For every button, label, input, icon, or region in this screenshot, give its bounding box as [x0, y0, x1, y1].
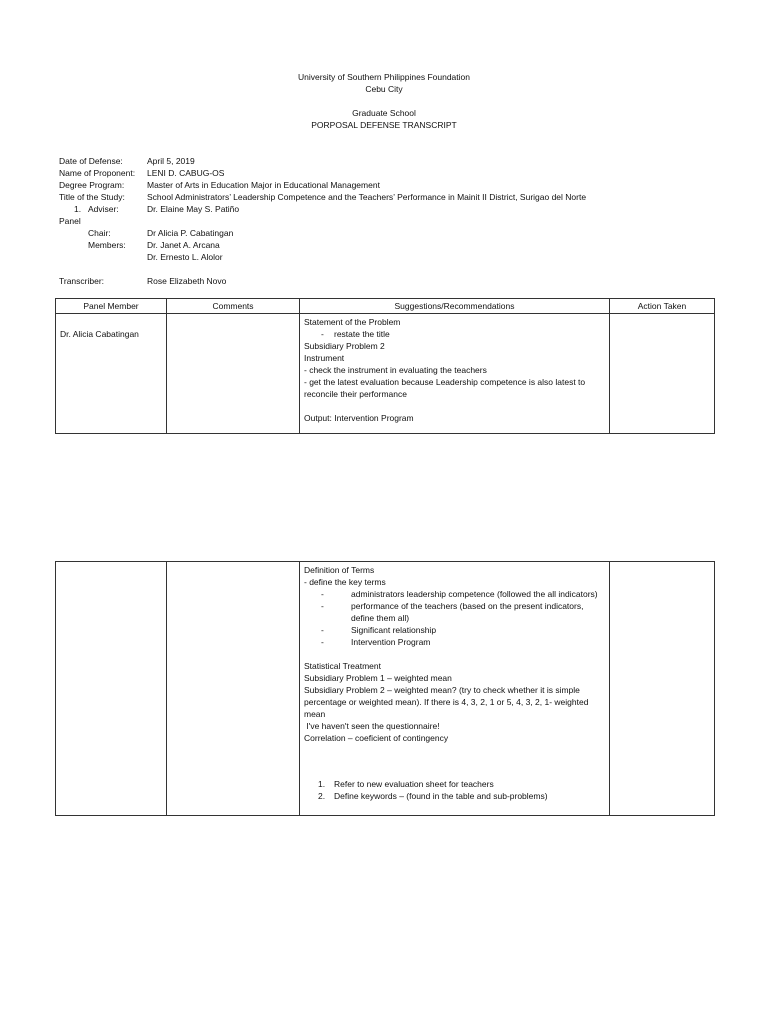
- transcript-table-continued: [55, 561, 715, 816]
- proponent-label: Name of Proponent:: [59, 168, 136, 178]
- suggestion-text: - administrators leadership competence (followed the all indicators): [321, 588, 605, 600]
- program-value: Master of Arts in Education Major in Educational Management: [147, 180, 380, 190]
- table-header-row: [56, 299, 715, 314]
- member-1: Dr. Janet A. Arcana: [147, 240, 220, 250]
- proponent-value: LENI D. CABUG-OS: [147, 168, 225, 178]
- header-panel-member: Panel Member: [56, 299, 167, 314]
- header-suggestions: Suggestions/Recommendations: [300, 299, 610, 314]
- document-title: PORPOSAL DEFENSE TRANSCRIPT: [311, 120, 457, 130]
- suggestion-line: Subsidiary Problem 2 – weighted mean? (try to check whether it is simple: [304, 685, 580, 695]
- action-taken-cell: [610, 562, 715, 816]
- adviser-label: Adviser:: [88, 204, 119, 214]
- suggestion-text: - Significant relationship: [321, 624, 605, 636]
- school-name: Graduate School: [352, 108, 416, 118]
- transcriber-value: Rose Elizabeth Novo: [147, 276, 227, 286]
- numbered-item: [304, 778, 605, 790]
- adviser-value: Dr. Elaine May S. Patiño: [147, 204, 240, 214]
- university-name: University of Southern Philippines Foundation: [298, 72, 470, 82]
- item-text: Define keywords – (found in the table and sub-problems): [334, 791, 548, 801]
- suggestion-line: I've haven't seen the questionnaire!: [304, 721, 440, 731]
- suggestions-cell: [300, 314, 610, 434]
- suggestion-line: Subsidiary Problem 1 – weighted mean: [304, 673, 452, 683]
- study-label: Title of the Study:: [59, 192, 125, 202]
- suggestion-line: mean: [304, 709, 326, 719]
- suggestion-text: - restate the title: [334, 329, 390, 339]
- comments-cell: [167, 562, 300, 816]
- item-text: Refer to new evaluation sheet for teachers: [334, 779, 494, 789]
- suggestion-bullet: [304, 600, 605, 624]
- suggestion-line: Instrument: [304, 353, 345, 363]
- chair-value: Dr Alicia P. Cabatingan: [147, 228, 234, 238]
- suggestion-line: Definition of Terms: [304, 565, 375, 575]
- program-label: Degree Program:: [59, 180, 125, 190]
- adviser-number: 1.: [74, 204, 82, 214]
- table-row: [56, 314, 715, 434]
- suggestion-line: - get the latest evaluation because Leadership competence is also latest to: [304, 377, 586, 387]
- members-label: Members:: [88, 240, 126, 250]
- comments-cell: [167, 314, 300, 434]
- panel-member-cell: [56, 562, 167, 816]
- suggestion-bullet: [304, 588, 605, 600]
- item-number: 2.: [318, 791, 326, 801]
- action-taken-cell: [610, 314, 715, 434]
- study-value: School Administrators’ Leadership Competence and the Teachers’ Performance in Mainit II District, Surigao del Norte: [147, 192, 587, 202]
- header-comments: Comments: [167, 299, 300, 314]
- date-label: Date of Defense:: [59, 156, 123, 166]
- suggestion-line: reconcile their performance: [304, 389, 407, 399]
- suggestion-line: percentage or weighted mean). If there is 4, 3, 2, 1 or 5, 4, 3, 2, 1- weighted: [304, 697, 589, 707]
- suggestion-text: - performance of the teachers (based on the present indicators,: [321, 600, 605, 612]
- numbered-item: [304, 790, 605, 802]
- city-name: Cebu City: [365, 84, 403, 94]
- suggestion-line: Statement of the Problem: [304, 317, 401, 327]
- member-2: Dr. Ernesto L. Alolor: [147, 252, 223, 262]
- table-row: [56, 562, 715, 816]
- suggestion-bullet: [304, 624, 605, 636]
- panel-member-name: Dr. Alicia Cabatingan: [60, 329, 139, 339]
- chair-label: Chair:: [88, 228, 111, 238]
- header-action-taken: Action Taken: [610, 299, 715, 314]
- suggestion-line: Statistical Treatment: [304, 661, 382, 671]
- date-value: April 5, 2019: [147, 156, 195, 166]
- suggestion-bullet: [304, 636, 605, 648]
- suggestion-text: define them all): [351, 613, 410, 623]
- suggestion-line: Subsidiary Problem 2: [304, 341, 385, 351]
- suggestions-cell: [300, 562, 610, 816]
- panel-label: Panel: [59, 216, 81, 226]
- suggestion-line: Correlation – coeficient of contingency: [304, 733, 449, 743]
- transcriber-label: Transcriber:: [59, 276, 105, 286]
- suggestion-line: Output: Intervention Program: [304, 413, 414, 423]
- suggestion-line: - define the key terms: [304, 577, 386, 587]
- panel-member-cell: [56, 314, 167, 434]
- transcript-table: [55, 298, 715, 434]
- suggestion-line: [304, 328, 605, 340]
- item-number: 1.: [318, 779, 326, 789]
- suggestion-text: - Intervention Program: [321, 636, 605, 648]
- suggestion-line: - check the instrument in evaluating the teachers: [304, 365, 487, 375]
